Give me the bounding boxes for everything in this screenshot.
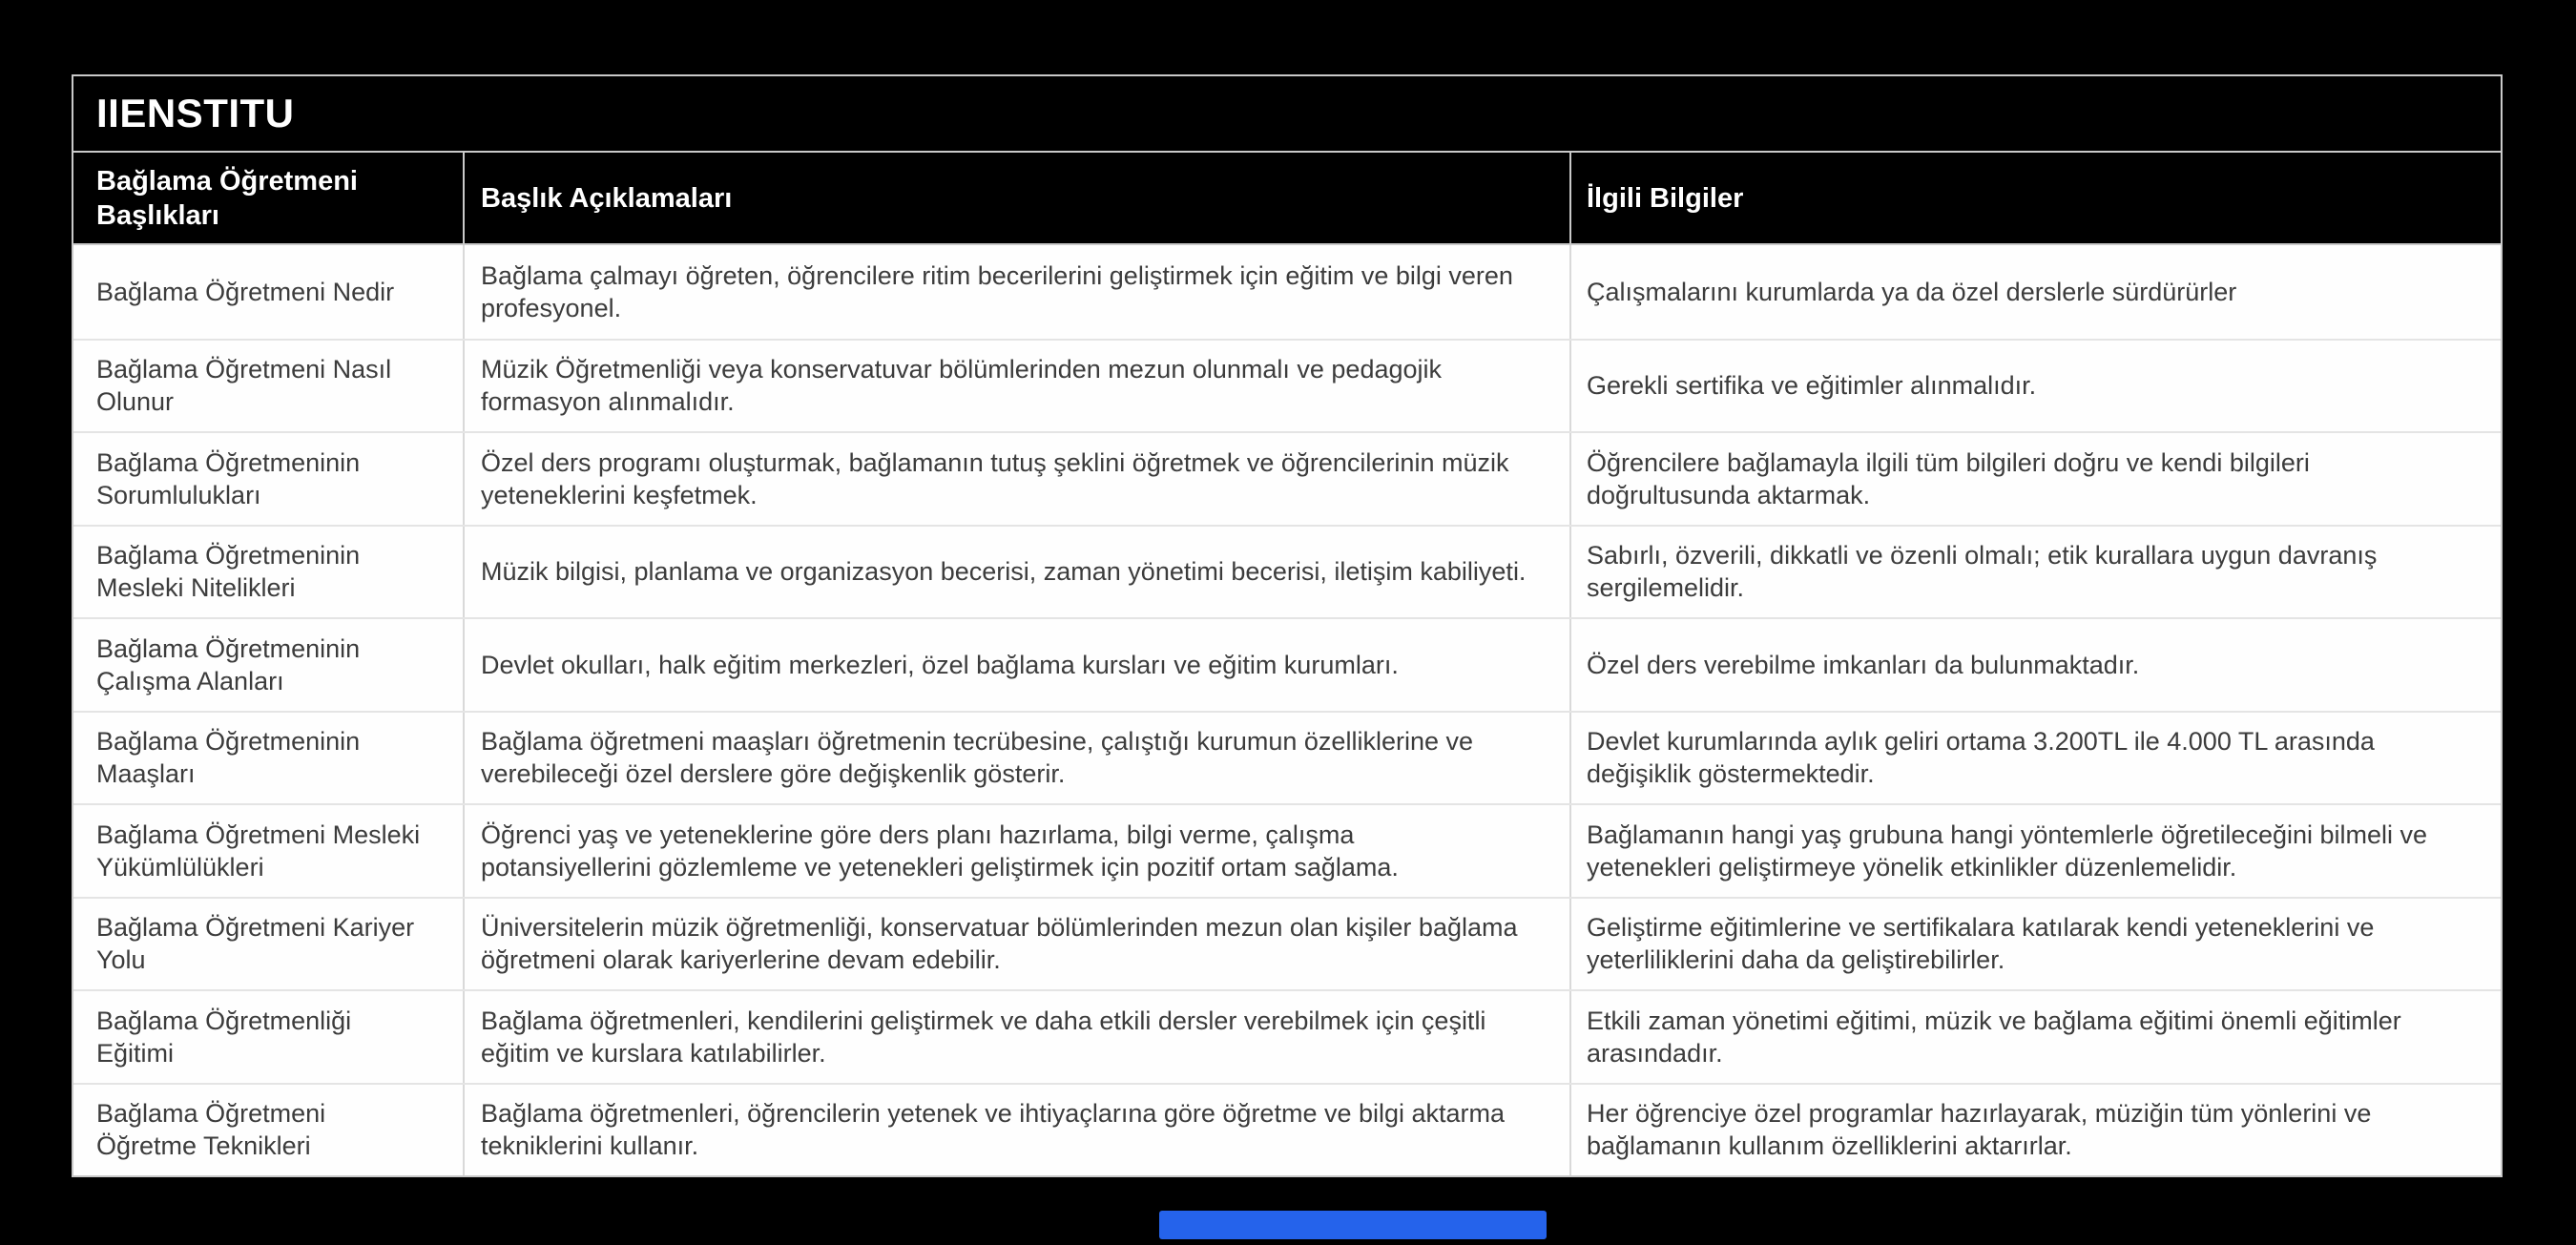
row-topic-cell: Bağlama Öğretmeni Nasıl Olunur bbox=[96, 355, 392, 417]
row-topic-cell: Bağlama Öğretmeninin Maaşları bbox=[96, 727, 361, 789]
table-row bbox=[73, 617, 2501, 711]
row-info-cell: Etkili zaman yönetimi eğitimi, müzik ve bağlama eğitimi önemli eğitimler arasındadır. bbox=[1569, 991, 2501, 1083]
row-info-cell: Sabırlı, özverili, dikkatli ve özenli olmalı; etik kurallara uygun davranış sergilemelidir. bbox=[1569, 527, 2501, 618]
row-description-cell: Bağlama çalmayı öğreten, öğrencilere ritim becerilerini geliştirmek için eğitim ve bilgi veren profesyonel. bbox=[463, 245, 1569, 339]
row-description-cell: Özel ders programı oluşturmak, bağlamanın tutuş şeklini öğretmek ve öğrencilerinin müzik yeteneklerini keşfetmek. bbox=[463, 433, 1569, 525]
row-info-cell: Devlet kurumlarında aylık geliri ortama 3.200TL ile 4.000 TL arasında değişiklik göstermektedir. bbox=[1569, 713, 2501, 804]
row-description-cell: Müzik Öğretmenliği veya konservatuvar bölümlerinden mezun olunmalı ve pedagojik formasyon alınmalıdır. bbox=[463, 341, 1569, 432]
row-topic-cell: Bağlama Öğretmeni Nedir bbox=[96, 277, 395, 306]
row-info-cell: Çalışmalarını kurumlarda ya da özel derslerle sürdürürler bbox=[1569, 245, 2501, 339]
title-bar bbox=[73, 76, 2501, 153]
row-info-cell: Geliştirme eğitimlerine ve sertifikalara katılarak kendi yeteneklerini ve yeterliliklerini daha da geliştirebilirler. bbox=[1569, 899, 2501, 990]
row-description-cell: Müzik bilgisi, planlama ve organizasyon becerisi, zaman yönetimi becerisi, iletişim kabiliyeti. bbox=[463, 527, 1569, 618]
table-row bbox=[73, 431, 2501, 525]
row-topic-cell: Bağlama Öğretmeninin Sorumlulukları bbox=[96, 447, 361, 509]
table-row bbox=[73, 1083, 2501, 1176]
column-header-info: İlgili Bilgiler bbox=[1569, 153, 2501, 243]
row-description-cell: Bağlama öğretmenleri, kendilerini geliştirmek ve daha etkili dersler verebilmek için çeşitli eğitim ve kurslara katılabilirler. bbox=[463, 991, 1569, 1083]
table-row bbox=[73, 525, 2501, 618]
row-description-cell: Bağlama öğretmeni maaşları öğretmenin tecrübesine, çalıştığı kurumun özelliklerine ve verebileceği özel derslere göre değişkenlik gösterir. bbox=[463, 713, 1569, 804]
row-info-cell: Bağlamanın hangi yaş grubuna hangi yöntemlerle öğretileceğini bilmeli ve yetenekleri geliştirmeye yönelik etkinlikler düzenlemelidir. bbox=[1569, 805, 2501, 897]
column-header-topics: Bağlama Öğretmeni Başlıkları bbox=[96, 165, 358, 231]
column-header-descriptions: Başlık Açıklamaları bbox=[463, 153, 1569, 243]
row-info-cell: Her öğrenciye özel programlar hazırlayarak, müziğin tüm yönlerini ve bağlamanın kullanım özelliklerini aktarırlar. bbox=[1569, 1085, 2501, 1176]
row-topic-cell: Bağlama Öğretmeninin Mesleki Nitelikleri bbox=[96, 541, 361, 603]
row-description-cell: Bağlama öğretmenleri, öğrencilerin yetenek ve ihtiyaçlarına göre öğretme ve bilgi aktarma tekniklerini kullanır. bbox=[463, 1085, 1569, 1176]
row-description-cell: Devlet okulları, halk eğitim merkezleri, özel bağlama kursları ve eğitim kurumları. bbox=[463, 619, 1569, 711]
content-table-panel bbox=[72, 74, 2503, 1177]
row-topic-cell: Bağlama Öğretmeni Öğretme Teknikleri bbox=[96, 1099, 326, 1161]
row-topic-cell: Bağlama Öğretmeninin Çalışma Alanları bbox=[96, 633, 361, 695]
row-topic-cell: Bağlama Öğretmeni Mesleki Yükümlülükleri bbox=[96, 820, 421, 882]
scrollbar-thumb[interactable] bbox=[1159, 1211, 1547, 1239]
brand-title: IIENSTITU bbox=[96, 91, 295, 135]
row-topic-cell: Bağlama Öğretmenliği Eğitimi bbox=[96, 1006, 352, 1068]
row-info-cell: Gerekli sertifika ve eğitimler alınmalıdır. bbox=[1569, 341, 2501, 432]
table-header-row bbox=[73, 153, 2501, 245]
table-row bbox=[73, 339, 2501, 432]
row-description-cell: Öğrenci yaş ve yeteneklerine göre ders planı hazırlama, bilgi verme, çalışma potansiyellerini gözlemleme ve yetenekleri geliştirmek için pozitif ortam sağlama. bbox=[463, 805, 1569, 897]
table-row bbox=[73, 803, 2501, 897]
table-row bbox=[73, 711, 2501, 804]
row-info-cell: Öğrencilere bağlamayla ilgili tüm bilgileri doğru ve kendi bilgileri doğrultusunda aktarmak. bbox=[1569, 433, 2501, 525]
table-row bbox=[73, 989, 2501, 1083]
row-description-cell: Üniversitelerin müzik öğretmenliği, konservatuar bölümlerinden mezun olan kişiler bağlama öğretmeni olarak kariyerlerine devam edebilir. bbox=[463, 899, 1569, 990]
table-row bbox=[73, 897, 2501, 990]
row-topic-cell: Bağlama Öğretmeni Kariyer Yolu bbox=[96, 913, 415, 975]
row-info-cell: Özel ders verebilme imkanları da bulunmaktadır. bbox=[1569, 619, 2501, 711]
table-row bbox=[73, 245, 2501, 339]
